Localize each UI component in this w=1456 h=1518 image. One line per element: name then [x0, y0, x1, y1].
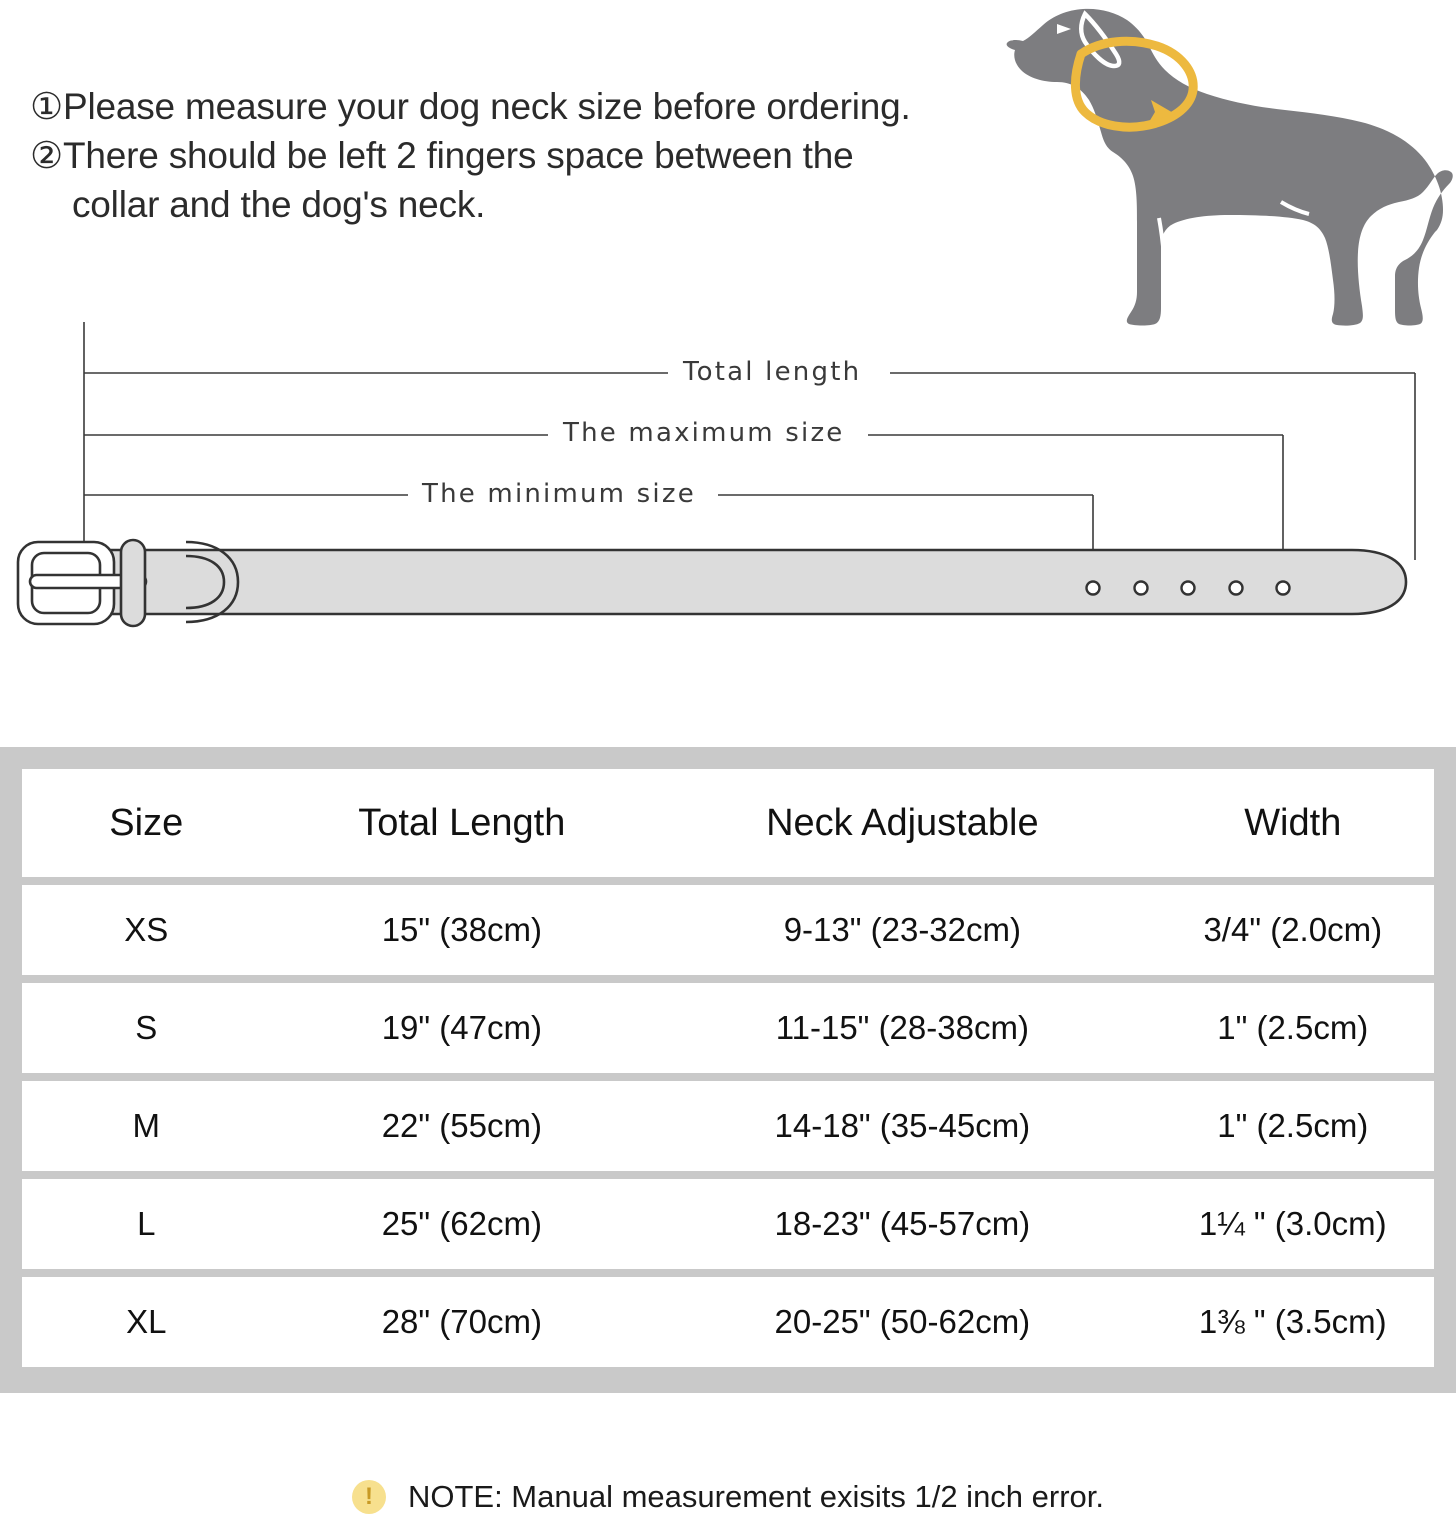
cell-size: S: [135, 1009, 158, 1046]
dog-illustration: [985, 0, 1455, 326]
table-row: [22, 1081, 1434, 1171]
dog-side-silhouette-icon: [985, 0, 1455, 326]
cell-total-length: 28" (70cm): [381, 1303, 542, 1340]
cell-neck-adjustable: 20-25" (50-62cm): [774, 1303, 1031, 1340]
header-total-length: Total Length: [358, 801, 566, 844]
note-bar: [0, 1476, 1456, 1518]
maximum-size-label: The maximum size: [563, 418, 845, 448]
size-chart-table: [0, 747, 1456, 1393]
header-neck-adjustable: Neck Adjustable: [766, 801, 1039, 844]
cell-width: 1" (2.5cm): [1217, 1009, 1369, 1046]
cell-total-length: 19" (47cm): [381, 1009, 542, 1046]
header-width: Width: [1244, 801, 1342, 844]
cell-width: 3/4" (2.0cm): [1203, 911, 1383, 948]
collar-measurement-diagram: [0, 310, 1456, 670]
cell-neck-adjustable: 18-23" (45-57cm): [774, 1205, 1031, 1242]
cell-total-length: 15" (38cm): [381, 911, 542, 948]
collar-hole: [1230, 582, 1243, 595]
table-row: [22, 983, 1434, 1073]
minimum-size-label: The minimum size: [422, 479, 696, 509]
note-text: NOTE: Manual measurement exisits 1/2 inch error.: [407, 1479, 1105, 1514]
cell-neck-adjustable: 11-15" (28-38cm): [775, 1009, 1029, 1046]
cell-width: 1¼ " (3.0cm): [1198, 1205, 1387, 1242]
cell-width: 1⅜ " (3.5cm): [1198, 1303, 1387, 1340]
cell-neck-adjustable: 9-13" (23-32cm): [783, 911, 1021, 948]
cell-neck-adjustable: 14-18" (35-45cm): [774, 1107, 1031, 1144]
table-row: [22, 1179, 1434, 1269]
total-length-label: Total length: [683, 357, 862, 387]
instruction-line-2: ②There should be left 2 fingers space between the: [30, 135, 854, 176]
collar-strap-body: [96, 550, 1406, 614]
cell-total-length: 25" (62cm): [381, 1205, 542, 1242]
collar-hole: [1135, 582, 1148, 595]
collar-hole: [1277, 582, 1290, 595]
collar-strap-graphic: [18, 540, 1406, 626]
instruction-line-1: ①Please measure your dog neck size before ordering.: [30, 86, 911, 127]
instruction-line-3: collar and the dog's neck.: [72, 184, 486, 225]
exclamation-circle-icon: !: [352, 1480, 386, 1514]
cell-total-length: 22" (55cm): [381, 1107, 542, 1144]
keeper-loop: [121, 540, 145, 626]
cell-size: XL: [126, 1303, 167, 1340]
table-row: [22, 1277, 1434, 1367]
header-size: Size: [109, 801, 184, 844]
table-header-row: [22, 769, 1434, 877]
collar-hole: [1182, 582, 1195, 595]
cell-size: M: [132, 1107, 160, 1144]
collar-hole: [1087, 582, 1100, 595]
cell-size: L: [137, 1205, 156, 1242]
instructions-block: [30, 82, 960, 229]
table-row: [22, 885, 1434, 975]
cell-width: 1" (2.5cm): [1217, 1107, 1369, 1144]
cell-size: XS: [124, 911, 169, 948]
